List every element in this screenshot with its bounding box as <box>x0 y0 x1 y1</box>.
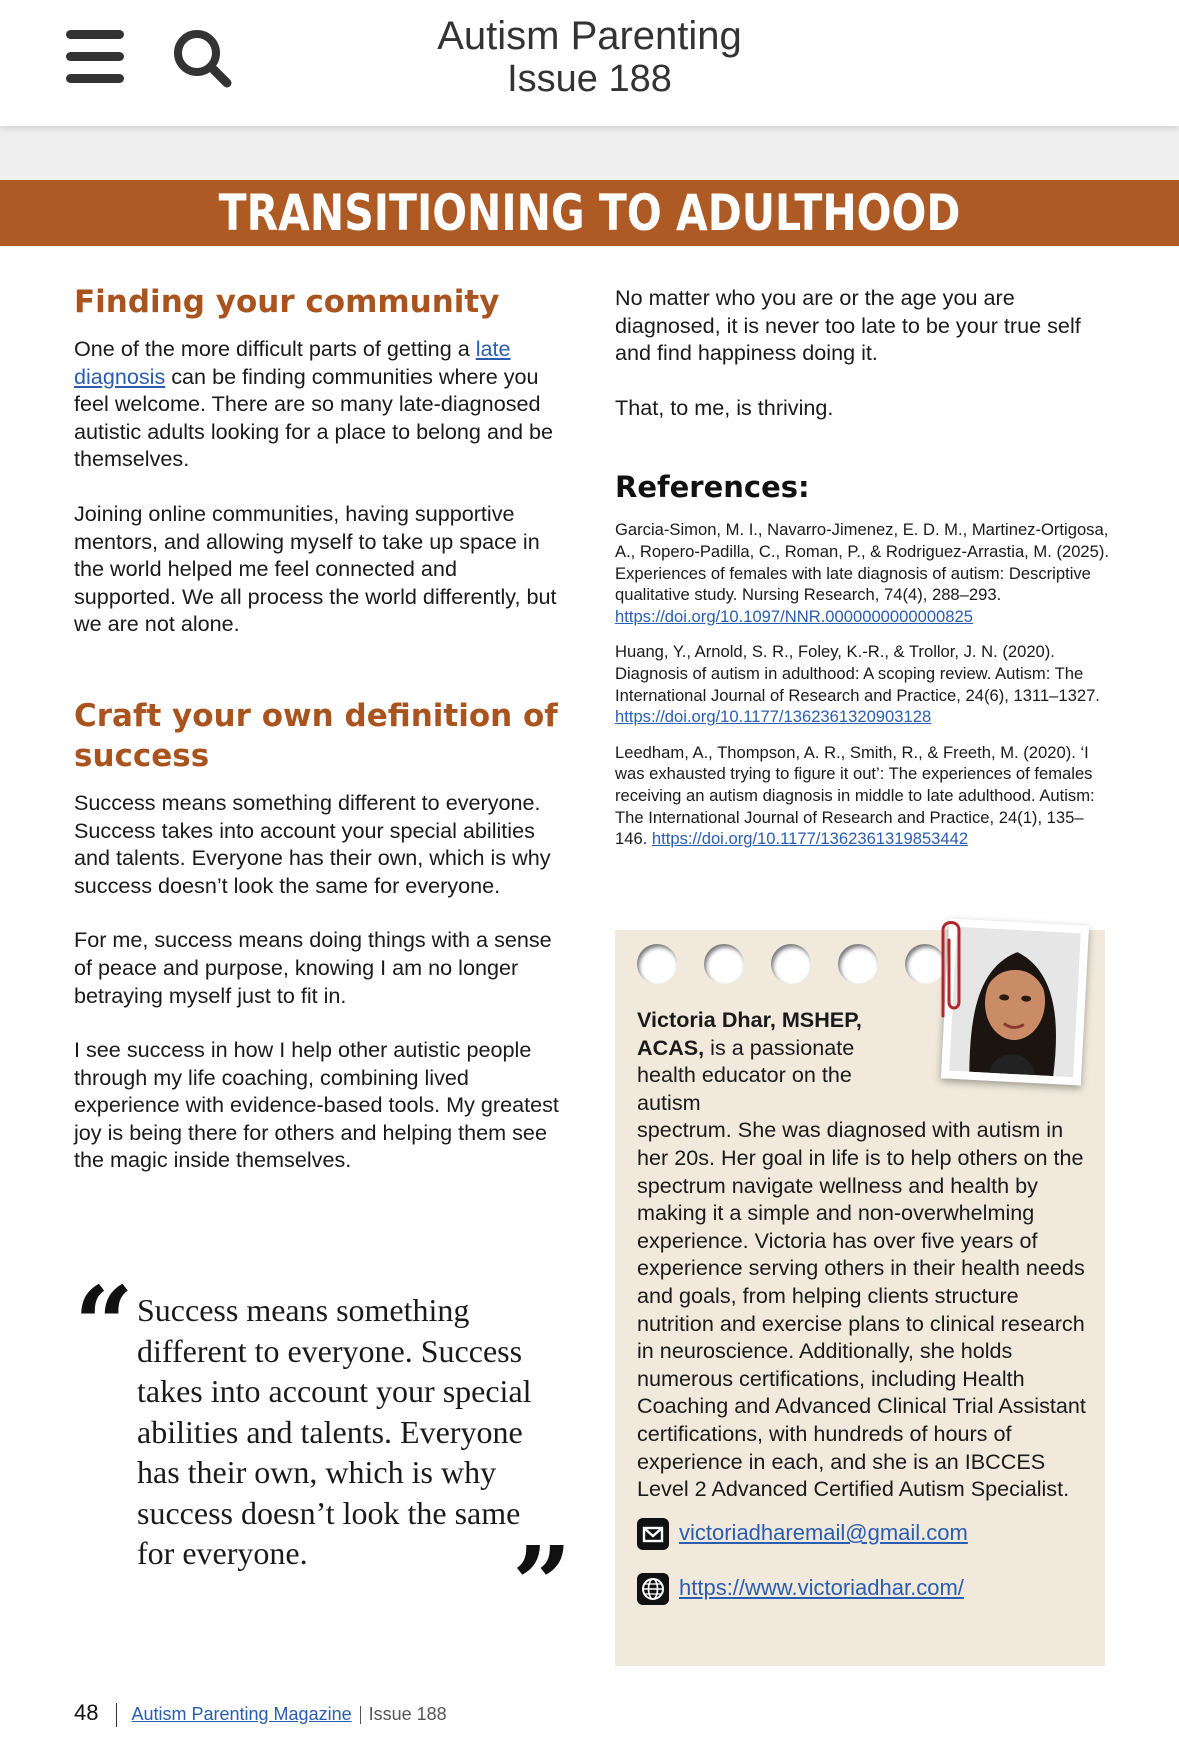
reference-item: Garcia-Simon, M. I., Navarro-Jimenez, E. D. M., Martinez-Ortigosa, A., Ropero-Padilla, C., Roman, P., & Rodriguez-Arrastia, M. (2025). Experiences of females with late diagnosis of autism: Descriptive qualitative study. Nursing Research, 74(4), 288–293. https://doi.org/10.1097/NNR.0000000000000825 <box>615 520 1110 626</box>
footer-issue: Issue 188 <box>368 1704 447 1724</box>
pull-quote <box>74 1263 574 1646</box>
author-bio-card <box>615 930 1105 1666</box>
app-title: Autism Parenting <box>437 14 742 58</box>
right-column <box>615 284 1115 850</box>
reference-link[interactable]: https://doi.org/10.1097/NNR.0000000000000825 <box>615 606 973 626</box>
paragraph: For me, success means doing things with a sense of peace and purpose, knowing I am no longer betraying myself just to fit in. <box>74 927 552 1008</box>
website-contact <box>637 1573 1097 1607</box>
notebook-hole <box>771 944 811 984</box>
late-diagnosis-link[interactable]: late diagnosis <box>74 336 511 389</box>
footer-divider <box>360 1706 361 1724</box>
paragraph: No matter who you are or the age you are diagnosed, it is never too late to be your true self and find happiness doing it. <box>615 285 1081 366</box>
left-column <box>74 282 564 1174</box>
close-quote-mark: ” <box>512 1523 572 1646</box>
author-name: Victoria Dhar, MSHEP, ACAS, <box>637 1007 862 1060</box>
notebook-hole <box>637 944 677 984</box>
heading-finding-community: Finding your community <box>74 284 500 320</box>
globe-icon <box>637 1573 669 1605</box>
heading-craft-success: Craft your own definition of success <box>74 697 558 774</box>
app-issue: Issue 188 <box>507 58 672 100</box>
page-gutter <box>0 126 1179 180</box>
email-icon <box>637 1518 669 1550</box>
reference-link[interactable]: https://doi.org/10.1177/1362361320903128 <box>615 707 932 727</box>
banner-title: TRANSITIONING TO ADULTHOOD <box>218 184 961 242</box>
search-icon[interactable] <box>172 28 234 90</box>
website-link[interactable]: https://www.victoriadhar.com/ <box>679 1575 964 1600</box>
notebook-hole <box>838 944 878 984</box>
section-banner <box>0 180 1179 246</box>
magazine-link[interactable]: Autism Parenting Magazine <box>131 1704 352 1724</box>
reference-item: Huang, Y., Arnold, S. R., Foley, K.-R., & Trollor, J. N. (2020). Diagnosis of autism in adulthood: A scoping review. Autism: The International Journal of Research and Practice, 24(6), 1311–1327. https://doi.org/10.1177/1362361320903128 <box>615 642 1100 727</box>
page-footer <box>74 1700 447 1728</box>
email-contact <box>637 1518 1097 1552</box>
reference-item: Leedham, A., Thompson, A. R., Smith, R., & Freeth, M. (2020). ‘I was exhausted trying to figure it out’: The experiences of females receiving an autism diagnosis in middle to late adulthood. Autism: The International Journal of Research and Practice, 24(1), 135–146. https://doi.org/10.1177/1362361319853442 <box>615 742 1095 849</box>
footer-divider <box>116 1703 117 1727</box>
open-quote-mark: “ <box>74 1263 134 1386</box>
pull-quote-text: Success means something different to everyone. Success takes into account your special abilities and talents. Everyone has their own, which is why success doesn’t look the same for everyone. <box>137 1292 532 1571</box>
paragraph: That, to me, is thriving. <box>615 394 834 420</box>
paragraph: I see success in how I help other autistic people through my life coaching, combining lived experience with evidence-based tools. My greatest joy is being there for others and helping them see the magic inside themselves. <box>74 1037 559 1173</box>
paragraph: One of the more difficult parts of getting a late diagnosis can be finding communities where you feel welcome. There are so many late-diagnosed autistic adults looking for a place to belong and be themselves. <box>74 336 553 472</box>
paragraph: Joining online communities, having supportive mentors, and allowing myself to take up space in the world helped me feel connected and supported. We all process the world differently, but we are not alone. <box>74 500 557 637</box>
hamburger-menu-icon[interactable] <box>66 30 128 84</box>
references-heading: References: <box>615 470 810 505</box>
reference-link[interactable]: https://doi.org/10.1177/1362361319853442 <box>651 829 969 849</box>
email-link[interactable]: victoriadharemail@gmail.com <box>679 1520 968 1545</box>
app-header <box>0 0 1179 126</box>
notebook-hole <box>704 944 744 984</box>
paragraph: Success means something different to everyone. Success takes into account your special abilities and talents. Everyone has their own, which is why success doesn’t look the same for everyone. <box>74 789 551 898</box>
author-bio: Victoria Dhar, MSHEP, ACAS, is a passionate health educator on the autism spectrum. She was diagnosed with autism in her 20s. Her goal in life is to help others on the spectrum navigate wellness and health by making it a simple and non-overwhelming experience. Victoria has over five years of experience serving others in their health needs and goals, from helping clients structure nutrition and exercise plans to clinical research in neuroscience. Additionally, she holds numerous certifications, including Health Coaching and Advanced Clinical Trial Assistant certifications, with hundreds of hours of experience in each, and she is an IBCCES Level 2 Advanced Certified Autism Specialist. <box>637 1007 1086 1502</box>
page-number: 48 <box>74 1700 99 1725</box>
